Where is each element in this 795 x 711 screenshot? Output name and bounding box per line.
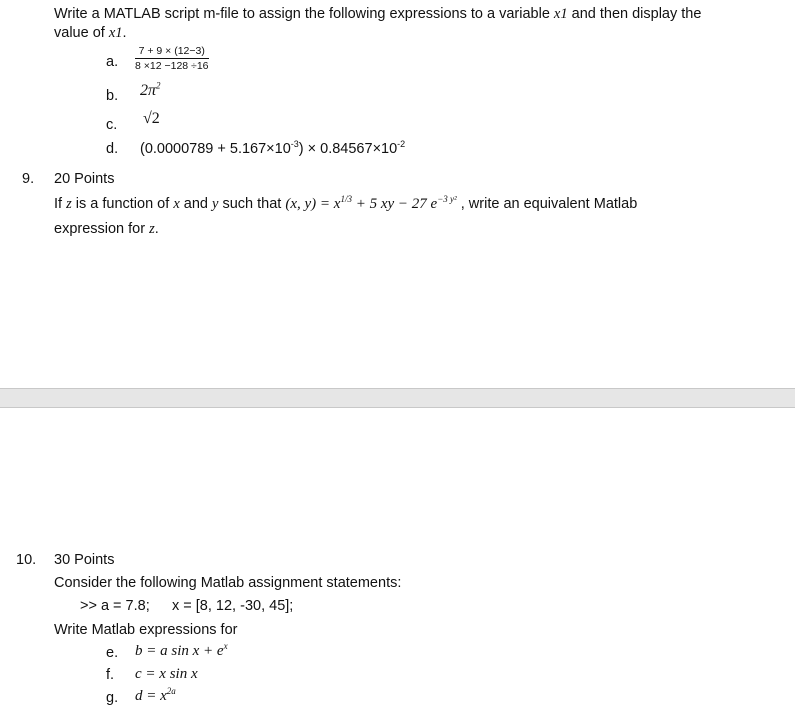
- q8-intro-period: .: [122, 25, 127, 41]
- var-y: y: [212, 196, 219, 212]
- item-b-expr: [140, 82, 161, 100]
- q10-consider: Consider the following Matlab assignment statements:: [54, 575, 402, 591]
- function-x: x: [333, 196, 341, 212]
- item-g-label: g.: [106, 690, 119, 706]
- q9-text-line1: [54, 196, 637, 213]
- function-lhs: (x, y) =: [285, 196, 334, 212]
- q9-text-c: and: [179, 196, 212, 212]
- var-z-2: z: [149, 221, 155, 237]
- item-e-label: e.: [106, 645, 119, 661]
- item-e-expr: [135, 643, 228, 660]
- exp-e: −3 y²: [437, 194, 457, 204]
- power-2: 2: [156, 80, 161, 91]
- q10-assign-a: >> a = 7.8;: [80, 598, 150, 614]
- q10-points: 30 Points: [54, 552, 115, 568]
- q9-text-d: such that: [218, 196, 286, 212]
- q8-intro-text-2: and then display the: [567, 6, 702, 22]
- var-z: z: [66, 196, 72, 212]
- q8-intro-text-3: value of: [54, 25, 109, 41]
- item-g-exp: 2a: [166, 686, 176, 696]
- q9-number: 9.: [22, 171, 35, 187]
- item-f-expr: c = x sin x: [135, 666, 198, 682]
- exp-one-third: 1/3: [340, 194, 352, 204]
- item-d-exp1: -3: [290, 139, 299, 150]
- q10-write: Write Matlab expressions for: [54, 622, 238, 638]
- item-d-part2: ) × 0.84567×10: [298, 141, 398, 157]
- var-x: x: [173, 196, 180, 212]
- q9-text-line2: [54, 221, 159, 238]
- item-d-part1: (0.0000789 + 5.167×10: [140, 141, 291, 157]
- q9-text-e: , write an equivalent Matlab: [456, 196, 638, 212]
- page-break-separator: [0, 388, 795, 408]
- item-e-exp: x: [223, 641, 228, 651]
- fraction-numerator: 7 + 9 × (12−3): [135, 45, 209, 59]
- item-c-expr: √2: [143, 110, 160, 127]
- q10-number: 10.: [16, 552, 37, 568]
- item-d-label: d.: [106, 141, 119, 157]
- var-x1-2: x1: [108, 25, 123, 41]
- item-a-label: a.: [106, 54, 119, 70]
- q9-text-f: expression for: [54, 221, 150, 237]
- q8-intro-line1: [54, 6, 701, 23]
- function-middle: + 5 xy − 27 e: [351, 196, 438, 212]
- item-b-label: b.: [106, 88, 119, 104]
- item-c-label: c.: [106, 117, 118, 133]
- q9-function: [285, 196, 456, 212]
- two-pi: 2π: [140, 82, 157, 99]
- q9-text-a: If: [54, 196, 67, 212]
- item-g-expr-main: d = x: [135, 688, 167, 704]
- fraction: [135, 45, 209, 72]
- q9-points: 20 Points: [54, 171, 115, 187]
- item-e-expr-main: b = a sin x + e: [135, 643, 224, 659]
- item-d-exp2: -2: [397, 139, 406, 150]
- var-x1: x1: [553, 6, 568, 22]
- q8-intro-text: Write a MATLAB script m-file to assign the following expressions to a variable: [54, 6, 554, 22]
- item-f-label: f.: [106, 667, 115, 683]
- fraction-denominator: 8 ×12 −128 ÷16: [135, 60, 209, 72]
- q9-text-g: .: [154, 221, 159, 237]
- q8-intro-line2: [54, 25, 127, 42]
- item-d-expr: [140, 141, 405, 157]
- q9-text-b: is a function of: [71, 196, 174, 212]
- item-a-fraction: [135, 45, 209, 72]
- item-g-expr: [135, 688, 176, 705]
- q10-assign-x: x = [8, 12, -30, 45];: [172, 598, 294, 614]
